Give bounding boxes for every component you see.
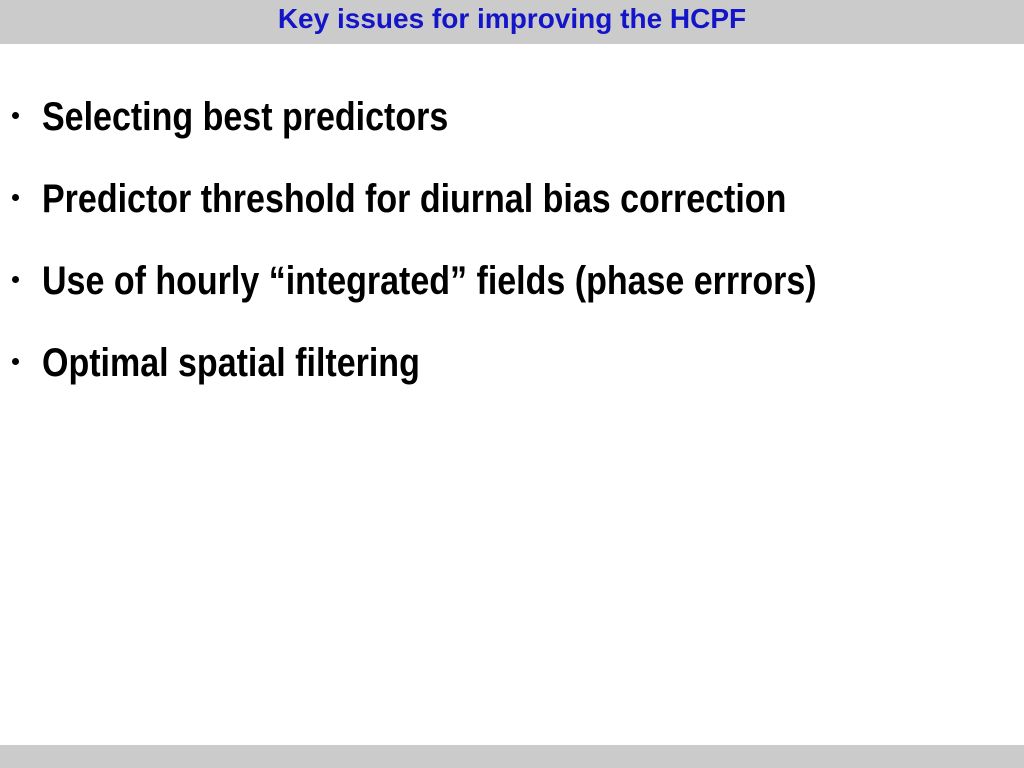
bullet-item	[12, 179, 918, 219]
bullet-dot-icon	[12, 194, 19, 201]
bullet-dot-icon	[12, 358, 19, 365]
bullet-text: Optimal spatial filtering	[42, 341, 420, 385]
bullet-item	[12, 97, 520, 137]
bullet-text: Use of hourly “integrated” fields (phase errrors)	[42, 259, 817, 303]
bullet-text: Selecting best predictors	[42, 95, 449, 139]
bullet-text: Predictor threshold for diurnal bias correction	[42, 177, 787, 221]
bullet-item	[12, 343, 487, 383]
bullet-dot-icon	[12, 112, 19, 119]
bullet-item	[12, 261, 953, 301]
footer-bar	[0, 745, 1024, 768]
slide-title: Key issues for improving the HCPF	[277, 3, 747, 34]
bullet-dot-icon	[12, 276, 19, 283]
